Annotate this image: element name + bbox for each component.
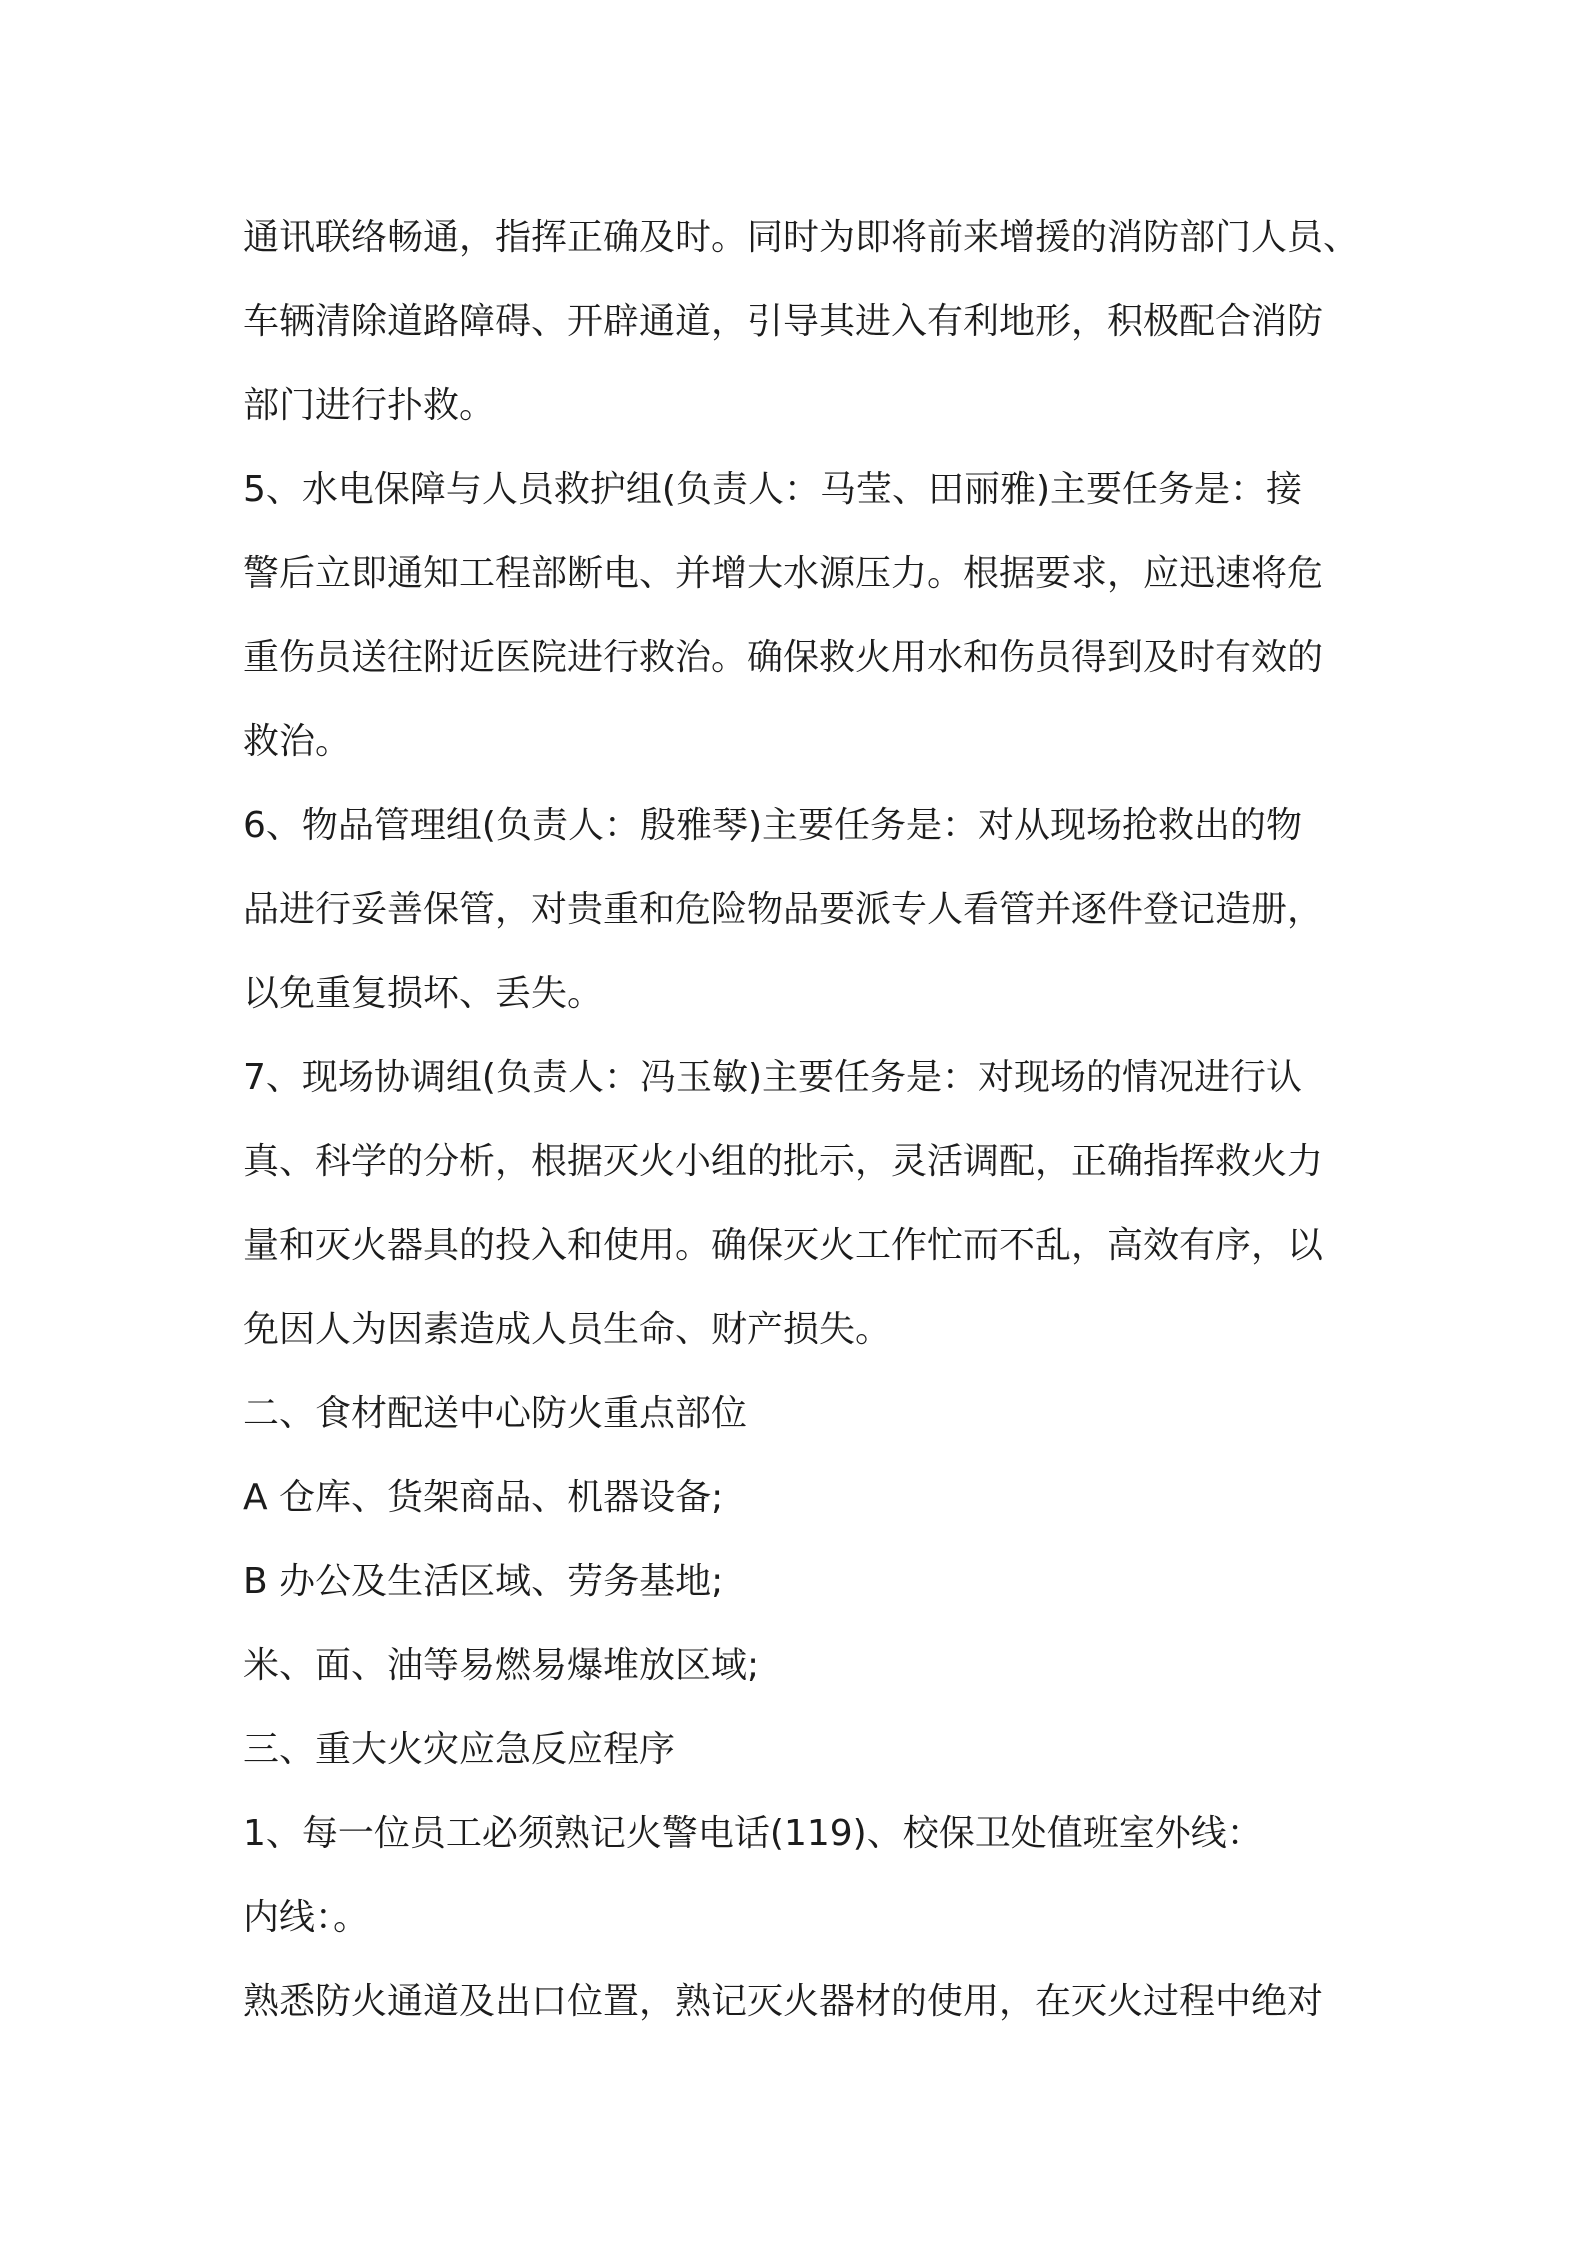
text-line: 重伤员送往附近医院进行救治。确保救火用水和伤员得到及时有效的 (243, 637, 1324, 678)
text-line: 熟悉防火通道及出口位置，熟记灭火器材的使用，在灭火过程中绝对 (243, 1981, 1324, 2022)
text-line: 警后立即通知工程部断电、并增大水源压力。根据要求，应迅速将危 (243, 553, 1324, 594)
text-line: A 仓库、货架商品、机器设备; (243, 1477, 724, 1518)
text-line: 1、每一位员工必须熟记火警电话(119)、校保卫处值班室外线： (243, 1813, 1263, 1854)
document-body (243, 196, 1361, 2044)
text-line: 通讯联络畅通，指挥正确及时。同时为即将前来增援的消防部门人员、 (243, 217, 1360, 258)
text-line: 内线：。 (243, 1897, 370, 1938)
text-line: 免因人为因素造成人员生命、财产损失。 (243, 1309, 892, 1350)
text-line: B 办公及生活区域、劳务基地; (243, 1561, 724, 1602)
text-line: 车辆清除道路障碍、开辟通道，引导其进入有利地形，积极配合消防 (243, 301, 1324, 342)
text-line: 品进行妥善保管，对贵重和危险物品要派专人看管并逐件登记造册， (243, 889, 1324, 930)
text-line: 真、科学的分析，根据灭火小组的批示，灵活调配，正确指挥救火力 (243, 1141, 1324, 1182)
text-line: 以免重复损坏、丢失。 (243, 973, 604, 1014)
text-line: 5、水电保障与人员救护组(负责人：马莹、田丽雅)主要任务是：接 (243, 469, 1302, 510)
section-heading: 二、食材配送中心防火重点部位 (243, 1393, 748, 1434)
text-line: 量和灭火器具的投入和使用。确保灭火工作忙而不乱，高效有序，以 (243, 1225, 1324, 1266)
text-line: 部门进行扑救。 (243, 385, 496, 426)
text-line: 7、现场协调组(负责人：冯玉敏)主要任务是：对现场的情况进行认 (243, 1057, 1302, 1098)
text-line: 救治。 (243, 721, 352, 762)
text-line: 米、面、油等易燃易爆堆放区域; (243, 1645, 760, 1686)
section-heading: 三、重大火灾应急反应程序 (243, 1729, 676, 1770)
text-line: 6、物品管理组(负责人：殷雅琴)主要任务是：对从现场抢救出的物 (243, 805, 1302, 846)
